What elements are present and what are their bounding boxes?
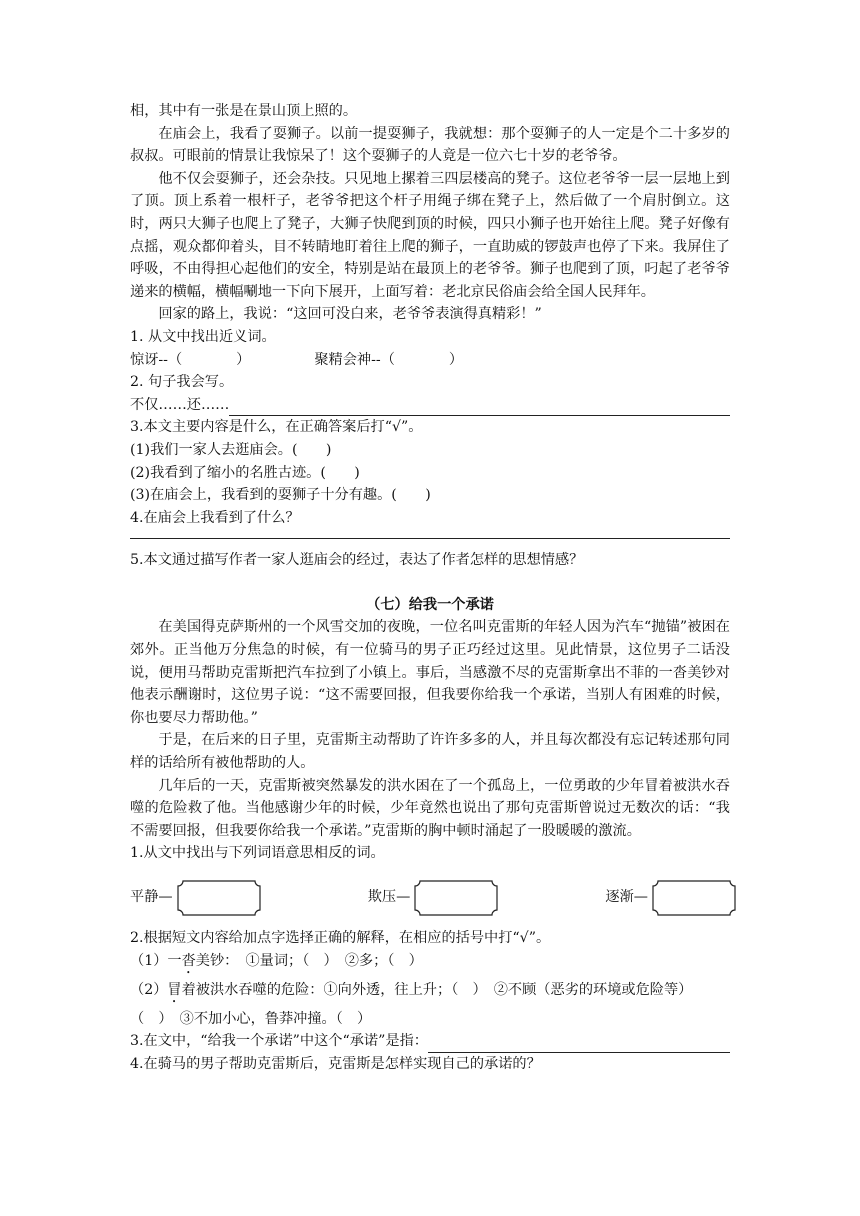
question-2-item-2-cont[interactable]: （ ） ③不加小心，鲁莽冲撞。（ ） bbox=[130, 1010, 372, 1027]
question-5: 5.本文通过描写作者一家人逛庙会的经过，表达了作者怎样的思想情感？ bbox=[130, 552, 584, 569]
passage-paragraph: 他不仅会耍狮子，还会杂技。只见地上摞着三四层楼高的凳子。这位老爷爷一层一层地上到了顶。顶上系着一根杆子，老爷爷把这个杆子用绳子绑在凳子上，然后做了一个肩肘倒立。这时，两只大狮子也爬上了凳子，大狮子快爬到顶的时候，四只小狮子也开始往上爬。凳子好像有点摇，观众都仰着头，目不转睛地盯着往上爬的狮子，一直助威的锣鼓声也停了下来。我屏住了呼吸，不由得担心起他们的安全，特别是站在最顶上的老爷爷。狮子也爬到了顶，叼起了老爷爷递来的横幅，横幅唰地一下向下展开，上面写着：老北京民俗庙会给全国人民拜年。 bbox=[130, 170, 730, 300]
question-2: 2.根据短文内容给加点字选择正确的解释，在相应的括号中打“√”。 bbox=[130, 930, 551, 946]
question-1: 1.从文中找出与下列词语意思相反的词。 bbox=[130, 845, 385, 862]
question-2-row bbox=[130, 394, 730, 417]
antonym-item bbox=[605, 880, 730, 914]
antonym-item bbox=[368, 880, 493, 914]
paren-close: ） bbox=[236, 351, 251, 368]
passage-paragraph: 回家的路上，我说：“这回可没白来，老爷爷表演得真精彩！” bbox=[158, 306, 542, 323]
dotted-character: 沓 bbox=[181, 952, 196, 969]
synonym-b-label: 聚精会神--（ bbox=[314, 351, 395, 368]
section-title: （七）给我一个承诺 bbox=[366, 596, 494, 613]
item-prefix: （2） bbox=[130, 981, 168, 998]
passage-paragraph: 在美国得克萨斯州的一个风雪交加的夜晚，一位名叫克雷斯的年轻人因为汽车“抛锚”被困在郊外。正当他万分焦急的时候，有一位骑马的男子正巧经过这里。见此情景，这位男子二话没说，便用马帮助克雷斯把汽车拉到了小镇上。事后，当感激不尽的克雷斯拿出不菲的一沓美钞对他表示酬谢时，这位男子说：“这不需要回报，但我要你给我一个承诺，当别人有困难的时候，你也要尽力帮助他。” bbox=[130, 619, 730, 726]
question-3-row bbox=[130, 1030, 730, 1053]
question-3: 3.在文中，“给我一个承诺”中这个“承诺”是指： bbox=[130, 1033, 428, 1050]
answer-line[interactable] bbox=[428, 1036, 730, 1053]
synonym-a-label: 惊讶--（ bbox=[130, 351, 183, 368]
question-2: 2. 句子我会写。 bbox=[130, 374, 234, 391]
question-4: 4.在庙会上我看到了什么？ bbox=[130, 509, 300, 526]
paren-close: ） bbox=[448, 351, 464, 368]
question-3-option[interactable]: (2)我看到了缩小的名胜古迹。( ) bbox=[130, 464, 360, 481]
passage-line: 相，其中有一张是在景山顶上照的。 bbox=[130, 103, 358, 119]
item-prefix: （1）一 bbox=[130, 952, 182, 969]
question-3: 3.本文主要内容是什么，在正确答案后打“√”。 bbox=[130, 419, 423, 436]
question-1: 1. 从文中找出近义词。 bbox=[130, 328, 276, 345]
antonym-answer-box[interactable] bbox=[414, 880, 492, 914]
antonym-label: 欺压— bbox=[367, 888, 411, 905]
antonym-answer-box[interactable] bbox=[177, 880, 255, 914]
antonym-item bbox=[130, 880, 255, 914]
question-2-item-1 bbox=[130, 950, 730, 977]
passage-paragraph: 在庙会上，我看了耍狮子。以前一提耍狮子，我就想：那个耍狮子的人一定是个二十多岁的叔叔。可眼前的情景让我惊呆了！这个耍狮子的人竟是一位六七十岁的老爷爷。 bbox=[130, 125, 730, 165]
question-2-item-2 bbox=[130, 979, 730, 1006]
question-4: 4.在骑马的男子帮助克雷斯后，克雷斯是怎样实现自己的承诺的？ bbox=[130, 1055, 541, 1072]
antonym-label: 平静— bbox=[130, 888, 173, 905]
passage-paragraph: 几年后的一天，克雷斯被突然暴发的洪水困在了一个孤岛上，一位勇敢的少年冒着被洪水吞噬的危险救了他。当他感谢少年的时候，少年竟然也说出了那句克雷斯曾说过无数次的话：“我不需要回报，但我要你给我一个承诺。”克雷斯的胸中顿时涌起了一股暖暖的激流。 bbox=[130, 777, 730, 839]
question-1-answers bbox=[130, 349, 730, 372]
item-options[interactable]: 着被洪水吞噬的危险：①向外透，往上升；（ ） ②不顾（恶劣的环境或危险等） bbox=[181, 981, 693, 998]
antonym-answer-box[interactable] bbox=[652, 880, 730, 914]
question-3-option[interactable]: (1)我们一家人去逛庙会。( ) bbox=[130, 441, 332, 458]
antonym-boxes bbox=[130, 871, 730, 923]
worksheet-page bbox=[130, 100, 730, 1075]
passage-paragraph: 于是，在后来的日子里，克雷斯主动帮助了许许多多的人，并且每次都没有忘记转述那句同样的话给所有被他帮助的人。 bbox=[130, 732, 730, 772]
sentence-prompt: 不仅……还…… bbox=[130, 396, 230, 413]
dotted-character: 冒 bbox=[167, 981, 182, 998]
answer-line[interactable] bbox=[130, 537, 730, 539]
answer-line[interactable] bbox=[229, 399, 730, 416]
antonym-label: 逐渐— bbox=[605, 888, 648, 905]
item-options[interactable]: 美钞： ①量词；（ ） ②多；（ ） bbox=[195, 952, 423, 969]
question-3-option[interactable]: (3)在庙会上，我看到的耍狮子十分有趣。( ) bbox=[130, 487, 431, 504]
